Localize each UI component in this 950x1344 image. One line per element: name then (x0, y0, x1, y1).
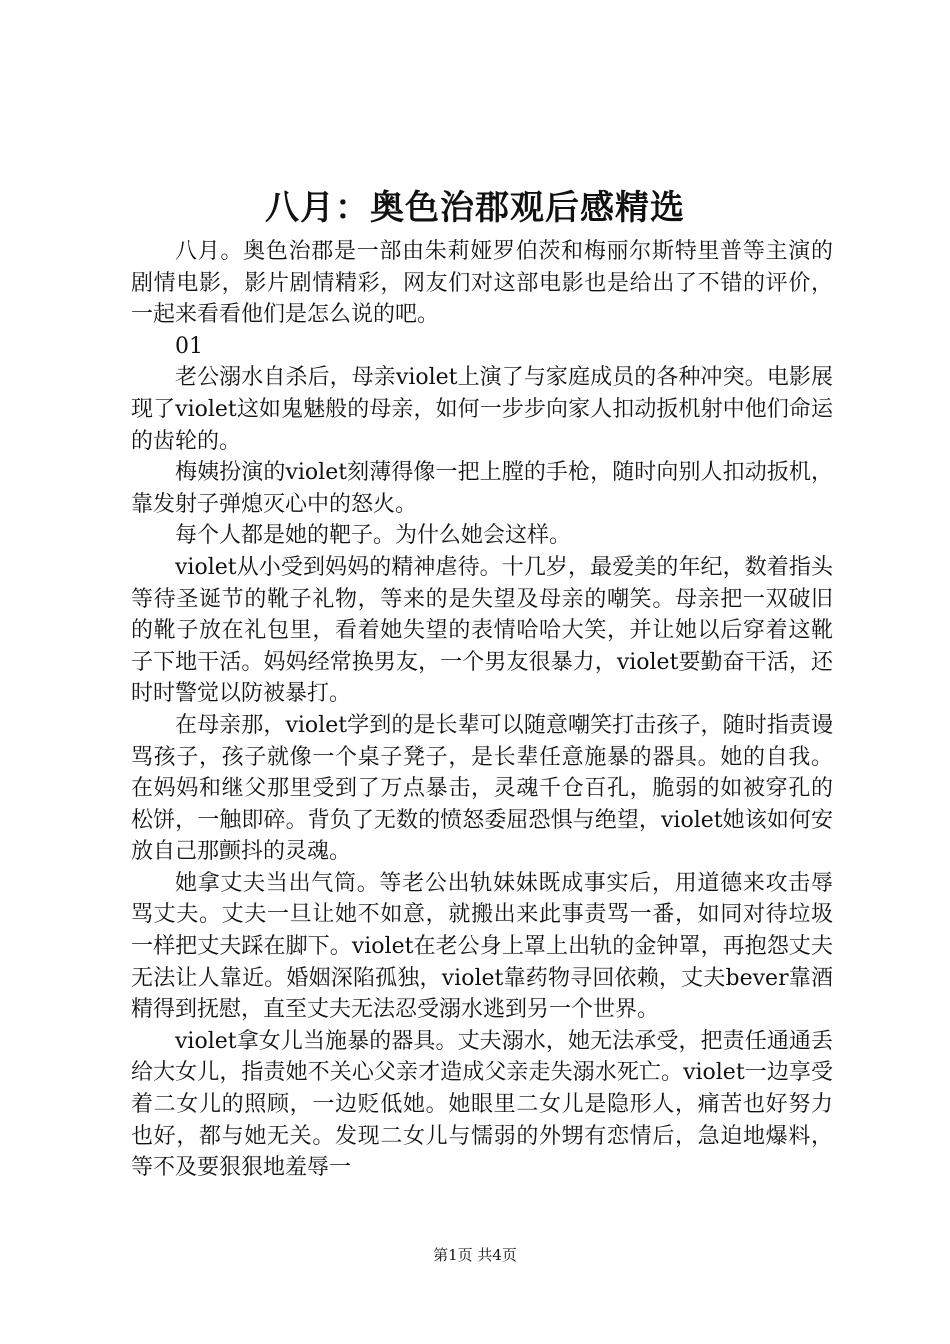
paragraph: 她拿丈夫当出气筒。等老公出轨妹妹既成事实后，用道德来攻击辱骂丈夫。丈夫一旦让她不如意，就搬出来此事责骂一番，如同对待垃圾一样把丈夫踩在脚下。violet在老公身上罩上出轨的金钟罩，再抱怨丈夫无法让人靠近。婚姻深陷孤独，violet靠药物寻回依赖，丈夫bever靠酒精得到抚慰，直至丈夫无法忍受溺水逃到另一个世界。 (131, 870, 833, 1023)
paragraph-intro: 八月。奥色治郡是一部由朱莉娅罗伯茨和梅丽尔斯特里普等主演的剧情电影，影片剧情精彩，网友们对这部电影也是给出了不错的评价，一起来看看他们是怎么说的吧。 (131, 239, 833, 328)
document-body (131, 236, 833, 1184)
document-title: 八月：奥色治郡观后感精选 (265, 188, 685, 228)
paragraph: 在母亲那，violet学到的是长辈可以随意嘲笑打击孩子，随时指责谩骂孩子，孩子就像一个桌子凳子，是长辈任意施暴的器具。她的自我。在妈妈和继父那里受到了万点暴击，灵魂千仓百孔，脆弱的如被穿孔的松饼，一触即碎。背负了无数的愤怒委屈恐惧与绝望，violet她该如何安放自己那颤抖的灵魂。 (131, 712, 833, 865)
paragraph: violet从小受到妈妈的精神虐待。十几岁，最爱美的年纪，数着指头等待圣诞节的靴子礼物，等来的是失望及母亲的嘲笑。母亲把一双破旧的靴子放在礼包里，看着她失望的表情哈哈大笑，并让她以后穿着这靴子下地干活。妈妈经常换男友，一个男友很暴力，violet要勤奋干活，还时时警觉以防被暴打。 (131, 554, 833, 707)
section-number: 01 (175, 333, 203, 359)
paragraph: 梅姨扮演的violet刻薄得像一把上膛的手枪，随时向别人扣动扳机，靠发射子弹熄灭心中的怒火。 (131, 460, 833, 517)
paragraph: 每个人都是她的靶子。为什么她会这样。 (175, 523, 572, 549)
paragraph: violet拿女儿当施暴的器具。丈夫溺水，她无法承受，把责任通通丢给大女儿，指责她不关心父亲才造成父亲走失溺水死亡。violet一边享受着二女儿的照顾，一边贬低她。她眼里二女儿是隐形人，痛苦也好努力也好，都与她无关。发现二女儿与懦弱的外甥有恋情后，急迫地爆料，等不及要狠狠地羞辱一 (131, 1028, 833, 1181)
page-footer: 第1页 共4页 (433, 1246, 517, 1264)
paragraph: 老公溺水自杀后，母亲violet上演了与家庭成员的各种冲突。电影展现了violet这如鬼魅般的母亲，如何一步步向家人扣动扳机射中他们命运的齿轮的。 (131, 365, 833, 454)
